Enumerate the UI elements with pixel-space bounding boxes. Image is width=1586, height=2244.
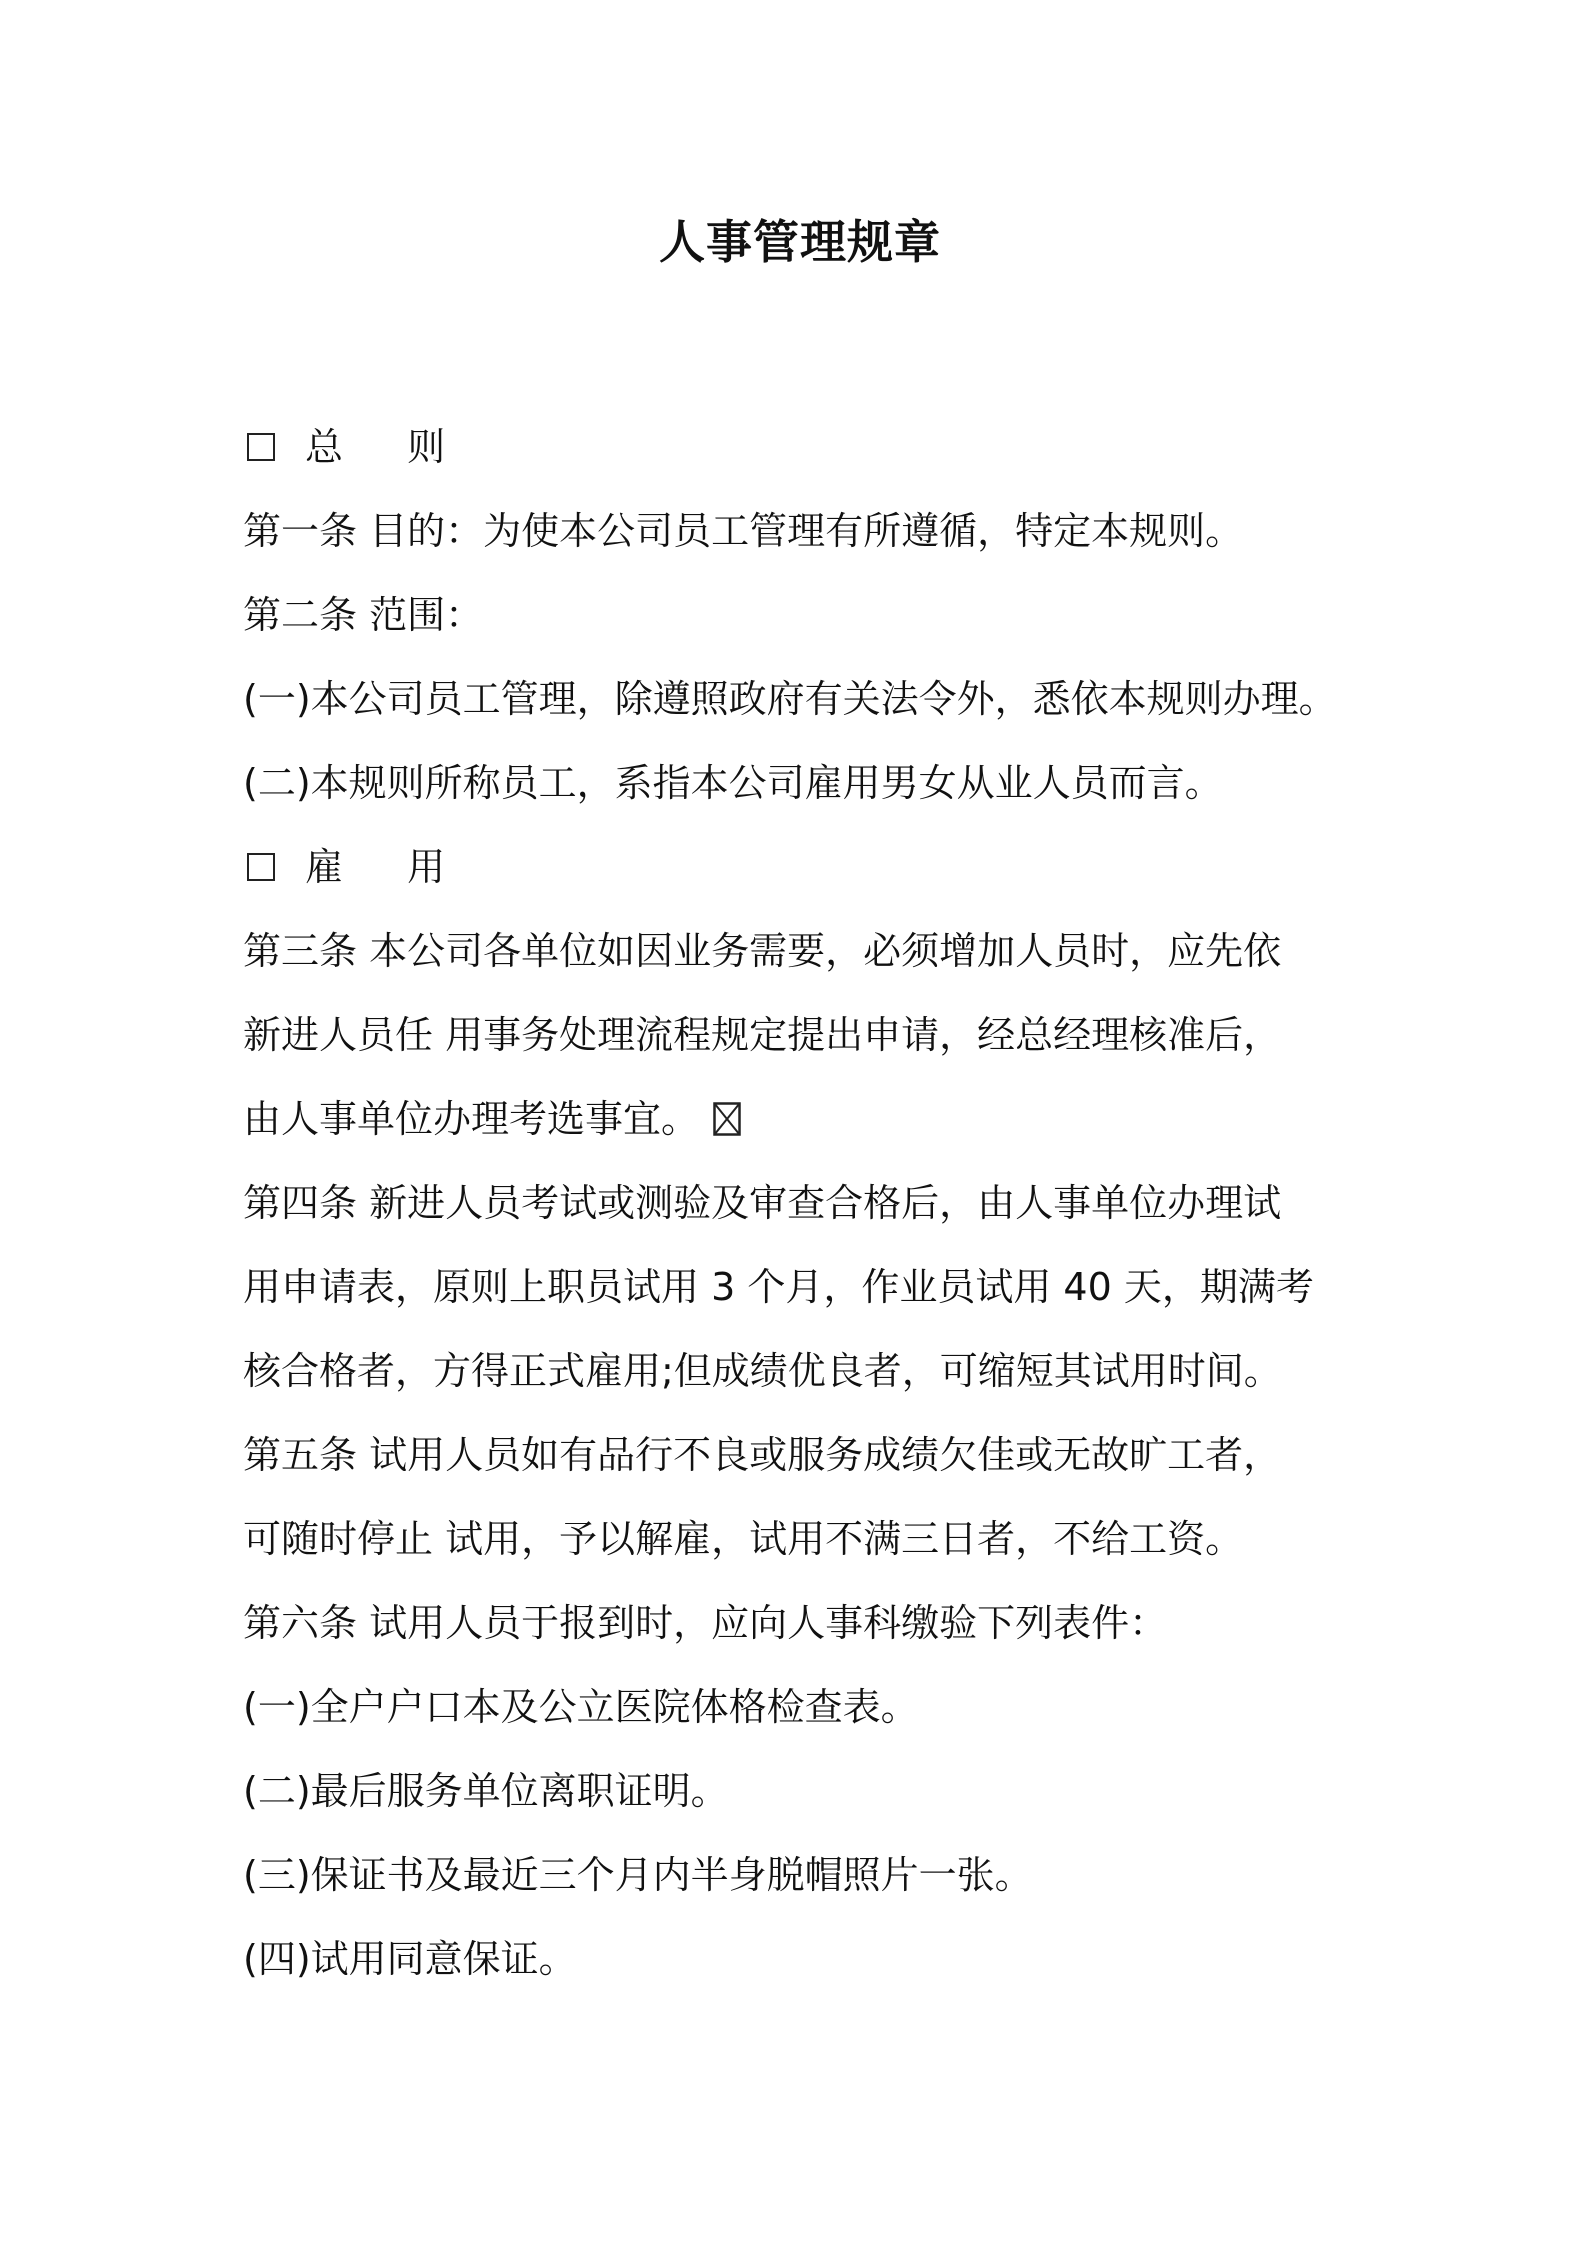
section-heading-text: 雇 用 [305,845,472,889]
article-6-item-3: (三)保证书及最近三个月内半身脱帽照片一张。 [243,1853,1033,1897]
article-3-line-2: 新进人员任 用事务处理流程规定提出申请，经总经理核准后， [243,1013,1282,1057]
crossed-box-icon [713,1102,741,1136]
checkbox-square-icon [247,433,275,461]
article-2: 第二条 范围： [243,593,484,637]
article-3-line-3-text: 由人事单位办理考选事宜。 [243,1097,700,1141]
article-6: 第六条 试用人员于报到时，应向人事科缴验下列表件： [243,1601,1168,1645]
article-6-item-2: (二)最后服务单位离职证明。 [243,1769,729,1813]
article-5-line-1: 第五条 试用人员如有品行不良或服务成绩欠佳或无故旷工者， [243,1433,1282,1477]
article-1: 第一条 目的：为使本公司员工管理有所遵循，特定本规则。 [243,509,1244,553]
section-heading-text: 总 则 [305,425,472,469]
article-4-line-3: 核合格者，方得正式雇用;但成绩优良者，可缩短其试用时间。 [243,1349,1282,1393]
article-5-line-2: 可随时停止 试用，予以解雇，试用不满三日者，不给工资。 [243,1517,1244,1561]
article-4-line-1: 第四条 新进人员考试或测验及审查合格后，由人事单位办理试 [243,1181,1282,1225]
section-heading-employment [243,825,1363,909]
article-3-line-1: 第三条 本公司各单位如因业务需要，必须增加人员时，应先依 [243,929,1282,973]
article-2-item-1: (一)本公司员工管理，除遵照政府有关法令外，悉依本规则办理。 [243,677,1337,721]
article-4-line-2: 用申请表，原则上职员试用 3 个月，作业员试用 40 天，期满考 [243,1265,1314,1309]
checkbox-square-icon [247,853,275,881]
article-2-item-2: (二)本规则所称员工，系指本公司雇用男女从业人员而言。 [243,761,1223,805]
article-3-line-3 [243,1077,1363,1161]
article-6-item-1: (一)全户户口本及公立医院体格检查表。 [243,1685,919,1729]
document-title: 人事管理规章 [659,215,941,269]
section-heading-general [243,405,1363,489]
document-body [243,405,1363,2001]
article-6-item-4: (四)试用同意保证。 [243,1937,577,1981]
